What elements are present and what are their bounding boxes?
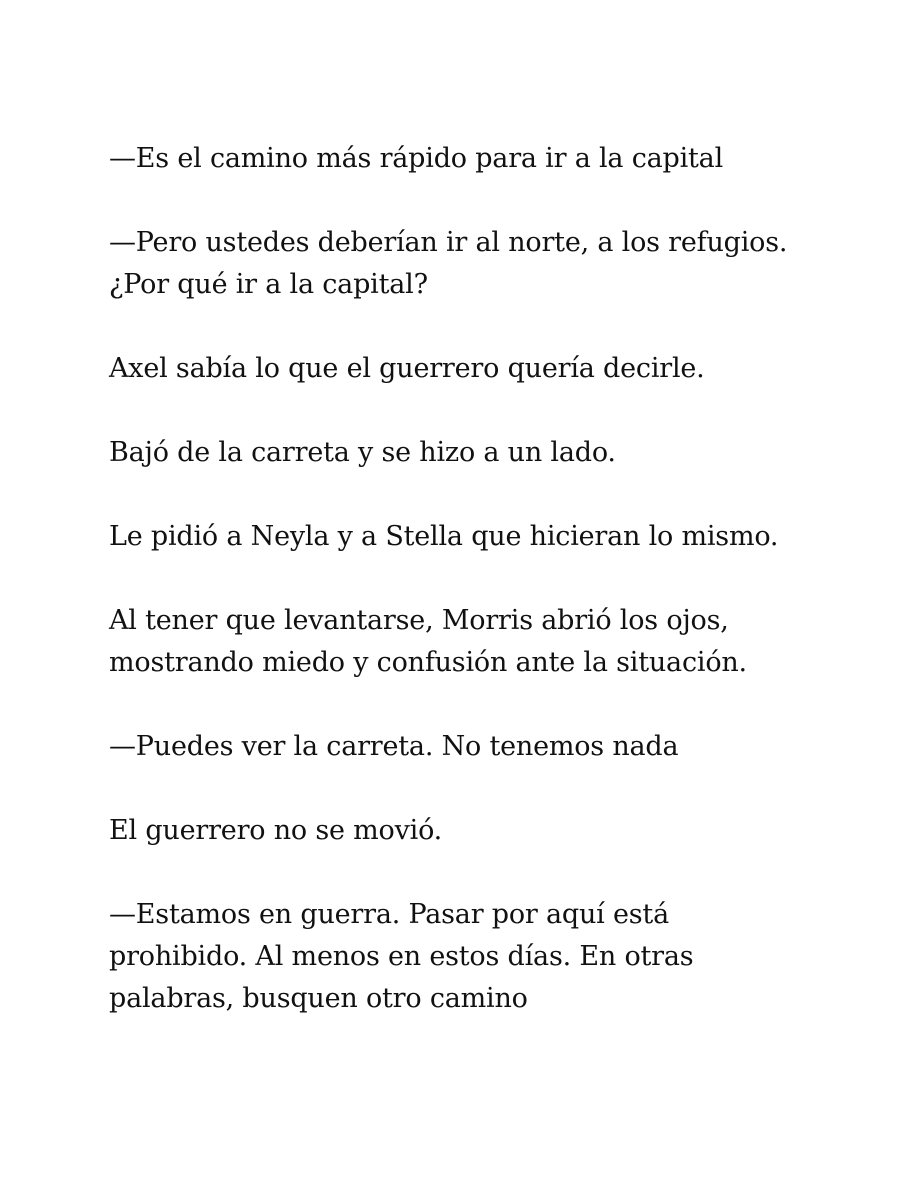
page-text	[109, 138, 809, 1020]
paragraph-2: —Pero ustedes deberían ir al norte, a los refugios. ¿Por qué ir a la capital?	[109, 227, 788, 300]
paragraph-3: Axel sabía lo que el guerrero quería decirle.	[109, 353, 705, 384]
paragraph-1: —Es el camino más rápido para ir a la capital	[109, 143, 724, 174]
paragraph-4: Bajó de la carreta y se hizo a un lado.	[109, 437, 616, 468]
paragraph-8: El guerrero no se movió.	[109, 815, 443, 846]
paragraph-7: —Puedes ver la carreta. No tenemos nada	[109, 731, 679, 762]
paragraph-6: Al tener que levantarse, Morris abrió los ojos, mostrando miedo y confusión ante la situación.	[109, 605, 747, 678]
paragraph-5: Le pidió a Neyla y a Stella que hicieran lo mismo.	[109, 521, 779, 552]
paragraph-9: —Estamos en guerra. Pasar por aquí está prohibido. Al menos en estos días. En otras palabras, busquen otro camino	[109, 899, 694, 1014]
